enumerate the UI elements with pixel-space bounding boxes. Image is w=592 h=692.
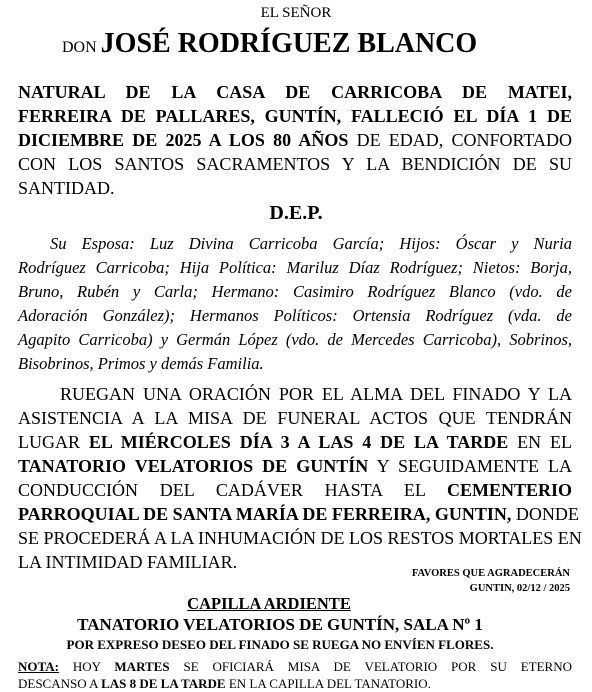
funeral-time: EL MIÉRCOLES DÍA 3 A LAS 4 DE LA TARDE <box>88 432 509 452</box>
death-date: DICIEMBRE DE 2025 A LOS 80 AÑOS <box>18 130 349 150</box>
deceased-name-line <box>62 28 477 60</box>
request-line: SE PROCEDERÁ A LA INHUMACIÓN DE LOS RESTOS MORTALES EN <box>18 528 582 548</box>
request-text: EN EL <box>517 432 573 452</box>
request-text: CONDUCCIÓN DEL CADÁVER HASTA EL <box>18 480 426 500</box>
nota-text: HOY <box>72 659 101 674</box>
nota-label: NOTA: <box>18 659 59 674</box>
nota-text: DESCANSO A <box>18 676 98 691</box>
nota-day: MARTES <box>114 659 170 674</box>
request-text: DONDE <box>515 504 579 524</box>
cemetery-name: PARROQUIAL DE SANTA MARÍA DE FERREIRA, GUNTIN, <box>18 504 512 524</box>
family-line: Bruno, Rubén y Carla; Hermano: Casimiro Rodríguez Blanco (vdo. de <box>18 282 572 301</box>
request-line <box>18 502 579 526</box>
family-line: Adoración González); Hermanos Políticos: Ortensia Rodríguez (vda. de <box>18 306 572 325</box>
request-line: RUEGAN UNA ORACIÓN POR EL ALMA DEL FINADO Y LA <box>60 384 572 404</box>
announcement-line <box>18 128 572 152</box>
announcement-text: DE EDAD, CONFORTADO <box>356 130 572 150</box>
nota-line <box>18 658 572 675</box>
announcement-line: NATURAL DE LA CASA DE CARRICOBA DE MATEI, <box>18 82 572 102</box>
family-line: Bisobrinos, Primos y demás Familia. <box>18 354 264 373</box>
deceased-name: JOSÉ RODRÍGUEZ BLANCO <box>100 28 478 59</box>
nota-text: SE OFICIARÁ MISA DE VELATORIO POR SU ETERNO <box>183 659 573 674</box>
request-text: Y SEGUIDAMENTE LA <box>376 456 573 476</box>
header-prefix: EL SEÑOR <box>260 5 332 21</box>
dep-heading: D.E.P. <box>269 202 323 224</box>
family-line: Su Esposa: Luz Divina Carricoba García; Hijos: Óscar y Nuria <box>50 234 572 253</box>
announcement-line: SANTIDAD. <box>18 178 115 198</box>
chapel-place: TANATORIO VELATORIOS DE GUNTÍN, SALA Nº 1 <box>77 615 483 634</box>
thanks-date: GUNTIN, 02/12 / 2025 <box>469 583 570 594</box>
request-line: LA INTIMIDAD FAMILIAR. <box>18 552 238 572</box>
cemetery-name: CEMENTERIO <box>446 480 572 500</box>
funeral-place: TANATORIO VELATORIOS DE GUNTÍN <box>18 456 369 476</box>
nota-text: EN LA CAPILLA DEL TANATORIO. <box>228 676 431 691</box>
request-line <box>18 478 572 502</box>
name-prefix: DON <box>62 39 97 56</box>
request-line <box>18 454 572 478</box>
thanks-line: FAVORES QUE AGRADECERÁN <box>411 568 570 579</box>
nota-time: LAS 8 DE LA TARDE <box>101 676 226 691</box>
request-line: ASISTENCIA A LA MISA DE FUNERAL ACTOS QUE TENDRÁN <box>18 408 572 428</box>
chapel-note: POR EXPRESO DESEO DEL FINADO SE RUEGA NO ENVÍEN FLORES. <box>66 637 494 652</box>
family-line: Agapito Carricoba) y Germán López (vdo. de Mercedes Carricoba), Sobrinos, <box>18 330 572 349</box>
nota-line <box>18 675 572 692</box>
announcement-line: CON LOS SANTOS SACRAMENTOS Y LA BENDICIÓN DE SU <box>18 154 572 174</box>
request-line <box>18 430 572 454</box>
announcement-line: FERREIRA DE PALLARES, GUNTÍN, FALLECIÓ EL DÍA 1 DE <box>18 106 572 126</box>
family-line: Rodríguez Carricoba; Hija Política: Mariluz Díaz Rodríguez; Nietos: Borja, <box>18 258 572 277</box>
request-text: LUGAR <box>18 432 80 452</box>
chapel-title: CAPILLA ARDIENTE <box>187 594 351 613</box>
